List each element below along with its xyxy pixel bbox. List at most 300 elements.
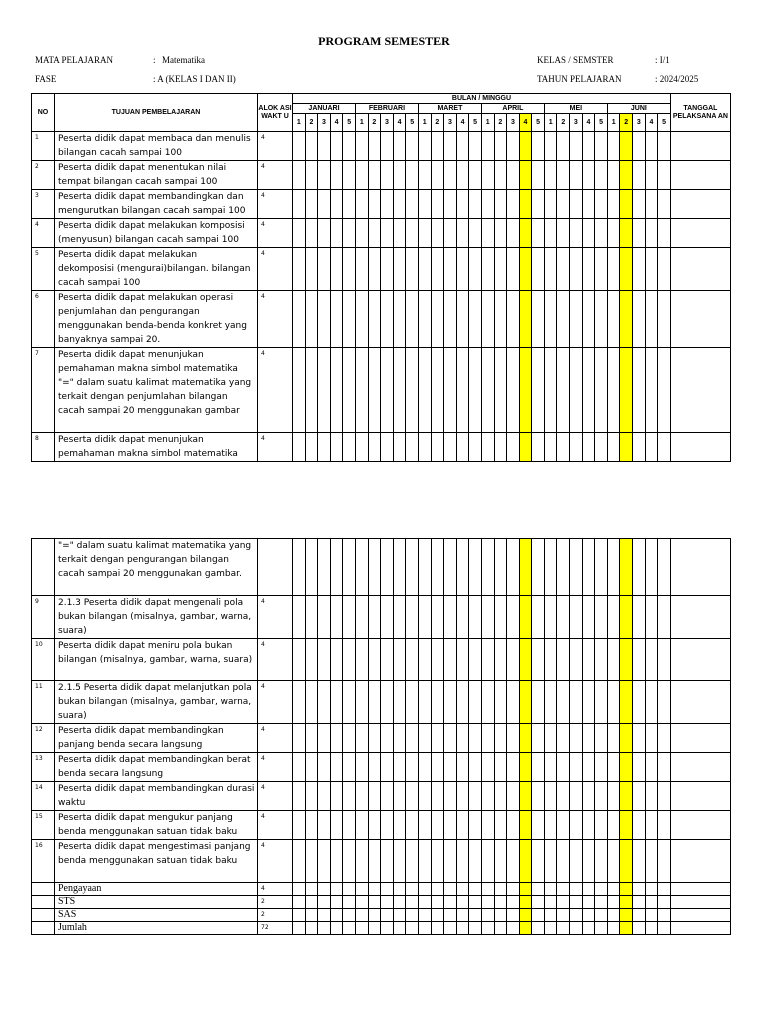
week-cell [532,896,545,909]
week-cell [507,348,520,433]
week-cell [633,922,646,935]
week-cell [393,219,406,248]
week-cell [557,782,570,811]
week-number: 5 [532,114,545,132]
week-cell [418,291,431,348]
week-cell [595,132,608,161]
week-cell [519,896,532,909]
week-cell [305,782,318,811]
week-cell [544,681,557,724]
week-cell [381,896,394,909]
week-cell [595,896,608,909]
week-cell [293,190,306,219]
week-cell [532,161,545,190]
row-number: 12 [32,724,55,753]
week-cell [595,811,608,840]
week-cell [494,539,507,596]
week-cell [620,132,633,161]
week-cell [469,811,482,840]
learning-objective: Peserta didik dapat membandingkan durasi waktu [55,782,258,811]
week-cell [620,219,633,248]
time-allocation: 4 [258,219,293,248]
time-allocation: 4 [258,596,293,639]
week-cell [418,896,431,909]
week-cell [582,811,595,840]
week-cell [507,161,520,190]
week-cell [469,753,482,782]
week-number: 1 [607,114,620,132]
week-cell [620,681,633,724]
week-number: 4 [645,114,658,132]
week-cell [507,539,520,596]
week-cell [570,433,583,462]
table-row [32,811,731,840]
tanggal-cell [670,896,730,909]
week-cell [658,219,671,248]
week-cell [381,782,394,811]
week-cell [532,753,545,782]
row-number: 4 [32,219,55,248]
week-cell [456,922,469,935]
week-cell [557,639,570,681]
week-cell [406,433,419,462]
week-number: 1 [418,114,431,132]
week-cell [620,922,633,935]
table-row [32,291,731,348]
week-cell [645,753,658,782]
week-number: 1 [481,114,494,132]
week-cell [557,896,570,909]
week-cell [544,922,557,935]
week-cell [607,219,620,248]
week-cell [469,840,482,883]
week-cell [456,161,469,190]
fase-value: : A (KELAS I DAN II) [153,74,236,84]
week-cell [293,922,306,935]
week-cell [507,922,520,935]
week-cell [607,539,620,596]
week-cell [658,348,671,433]
week-cell [293,909,306,922]
week-cell [355,190,368,219]
week-cell [570,219,583,248]
week-number: 2 [494,114,507,132]
week-cell [456,883,469,896]
week-cell [570,291,583,348]
col-tujuan-header: TUJUAN PEMBELAJARAN [55,94,258,132]
week-cell [355,219,368,248]
month-header: FEBRUARI [355,104,418,114]
week-cell [507,724,520,753]
week-cell [368,909,381,922]
row-number [32,539,55,596]
week-cell [368,161,381,190]
row-number [32,896,55,909]
learning-objective: 2.1.3 Peserta didik dapat mengenali pola bukan bilangan (misalnya, gambar, warna, suara) [55,596,258,639]
week-cell [507,219,520,248]
week-cell [494,922,507,935]
tanggal-cell [670,724,730,753]
week-cell [469,596,482,639]
week-cell [431,811,444,840]
week-cell [481,724,494,753]
week-cell [645,724,658,753]
week-cell [318,753,331,782]
time-allocation [258,539,293,596]
week-cell [355,909,368,922]
week-cell [607,922,620,935]
week-cell [532,219,545,248]
week-cell [393,724,406,753]
week-cell [444,433,457,462]
summary-row [32,883,731,896]
week-cell [381,753,394,782]
week-cell [582,190,595,219]
tanggal-cell [670,596,730,639]
week-cell [330,681,343,724]
learning-objective: Peserta didik dapat menentukan nilai tempat bilangan cacah sampai 100 [55,161,258,190]
week-cell [469,291,482,348]
summary-row [32,896,731,909]
week-cell [633,190,646,219]
week-cell [456,811,469,840]
week-cell [645,219,658,248]
week-cell [318,596,331,639]
row-number: 13 [32,753,55,782]
week-cell [607,909,620,922]
row-number: 1 [32,132,55,161]
tanggal-cell [670,248,730,291]
week-cell [444,681,457,724]
week-cell [620,596,633,639]
week-cell [658,433,671,462]
week-number: 2 [620,114,633,132]
week-cell [633,639,646,681]
week-cell [469,190,482,219]
week-cell [645,348,658,433]
week-cell [431,348,444,433]
week-cell [393,922,406,935]
week-cell [519,132,532,161]
week-cell [355,840,368,883]
week-cell [532,291,545,348]
week-cell [368,539,381,596]
week-cell [557,681,570,724]
week-cell [330,132,343,161]
week-cell [620,291,633,348]
week-cell [381,909,394,922]
week-cell [607,724,620,753]
week-cell [570,782,583,811]
week-cell [330,782,343,811]
week-cell [544,724,557,753]
week-cell [343,190,356,219]
schedule-table-page-1 [31,93,731,462]
week-cell [481,883,494,896]
week-cell [381,161,394,190]
row-number: 16 [32,840,55,883]
mapel-value: Matematika [162,55,205,65]
week-cell [494,896,507,909]
tanggal-cell [670,840,730,883]
week-cell [469,909,482,922]
week-cell [381,190,394,219]
week-number: 5 [343,114,356,132]
summary-label: STS [55,896,258,909]
week-cell [418,248,431,291]
week-cell [293,433,306,462]
week-cell [582,681,595,724]
week-cell [544,433,557,462]
learning-objective: Peserta didik dapat menunjukan pemahaman makna simbol matematika [55,433,258,462]
week-cell [456,248,469,291]
week-cell [418,219,431,248]
week-cell [481,291,494,348]
week-cell [633,896,646,909]
week-number: 2 [557,114,570,132]
week-cell [343,433,356,462]
table-row [32,190,731,219]
row-number [32,883,55,896]
week-cell [620,883,633,896]
week-cell [633,840,646,883]
week-cell [544,639,557,681]
table-row [32,639,731,681]
week-cell [507,132,520,161]
week-cell [393,811,406,840]
week-cell [343,161,356,190]
table-row [32,681,731,724]
week-cell [381,539,394,596]
week-cell [507,639,520,681]
week-cell [318,811,331,840]
week-cell [305,883,318,896]
week-cell [368,724,381,753]
week-cell [469,161,482,190]
week-cell [570,132,583,161]
week-cell [469,639,482,681]
week-cell [595,883,608,896]
week-cell [355,291,368,348]
week-cell [658,190,671,219]
time-allocation: 4 [258,811,293,840]
week-cell [544,753,557,782]
week-cell [633,219,646,248]
week-cell [494,433,507,462]
week-cell [418,639,431,681]
week-cell [494,909,507,922]
week-cell [645,132,658,161]
week-cell [633,596,646,639]
week-cell [418,433,431,462]
table-row [32,539,731,596]
week-cell [620,639,633,681]
week-cell [469,348,482,433]
week-cell [381,348,394,433]
week-cell [368,753,381,782]
week-cell [330,248,343,291]
week-cell [368,922,381,935]
week-cell [494,132,507,161]
week-cell [406,922,419,935]
week-cell [633,883,646,896]
week-cell [557,596,570,639]
week-cell [343,909,356,922]
week-cell [645,909,658,922]
week-cell [607,753,620,782]
week-cell [406,132,419,161]
week-cell [330,190,343,219]
week-cell [557,883,570,896]
week-cell [343,539,356,596]
week-cell [620,248,633,291]
week-cell [393,161,406,190]
week-cell [305,811,318,840]
week-cell [343,724,356,753]
week-cell [557,840,570,883]
week-cell [595,190,608,219]
col-tanggal-header: TANGGAL PELAKSANA AN [670,94,730,132]
week-cell [519,782,532,811]
tanggal-cell [670,190,730,219]
week-number: 4 [582,114,595,132]
week-cell [305,161,318,190]
week-cell [293,724,306,753]
week-cell [318,639,331,681]
week-cell [393,291,406,348]
week-number: 5 [595,114,608,132]
summary-row [32,922,731,935]
week-cell [607,596,620,639]
week-cell [570,811,583,840]
week-cell [368,883,381,896]
week-cell [481,219,494,248]
week-cell [381,639,394,681]
week-cell [355,753,368,782]
tanggal-cell [670,161,730,190]
week-cell [330,596,343,639]
week-cell [444,883,457,896]
week-cell [557,132,570,161]
week-cell [532,132,545,161]
row-number: 7 [32,348,55,433]
month-header: MARET [418,104,481,114]
week-cell [544,896,557,909]
week-cell [532,681,545,724]
week-cell [431,840,444,883]
week-cell [544,840,557,883]
row-number: 3 [32,190,55,219]
week-cell [418,909,431,922]
week-cell [633,753,646,782]
week-cell [293,132,306,161]
week-cell [532,840,545,883]
week-cell [494,190,507,219]
page-title: PROGRAM SEMESTER [318,34,450,48]
week-cell [406,753,419,782]
week-cell [570,753,583,782]
week-cell [595,724,608,753]
week-cell [355,681,368,724]
week-cell [355,639,368,681]
week-cell [456,909,469,922]
week-cell [293,348,306,433]
week-cell [620,190,633,219]
week-cell [532,724,545,753]
week-cell [330,840,343,883]
week-cell [519,248,532,291]
week-cell [343,348,356,433]
week-cell [658,782,671,811]
week-cell [406,248,419,291]
week-cell [645,922,658,935]
week-cell [293,681,306,724]
week-cell [305,596,318,639]
time-allocation: 4 [258,433,293,462]
week-cell [494,753,507,782]
week-cell [343,782,356,811]
week-cell [469,681,482,724]
week-cell [595,348,608,433]
week-cell [418,161,431,190]
week-cell [532,248,545,291]
week-cell [570,596,583,639]
week-cell [343,922,356,935]
week-cell [532,922,545,935]
week-cell [582,539,595,596]
week-cell [532,433,545,462]
week-cell [570,190,583,219]
week-cell [330,883,343,896]
week-cell [456,132,469,161]
week-cell [658,896,671,909]
week-cell [519,219,532,248]
week-cell [607,639,620,681]
week-cell [456,291,469,348]
week-cell [418,539,431,596]
week-cell [381,291,394,348]
week-cell [355,539,368,596]
week-cell [418,922,431,935]
row-number: 8 [32,433,55,462]
week-number: 3 [570,114,583,132]
week-cell [431,753,444,782]
learning-objective: Peserta didik dapat melakukan dekomposisi (mengurai)bilangan. bilangan cacah sampai 100 [55,248,258,291]
week-cell [645,539,658,596]
week-cell [570,248,583,291]
week-cell [293,896,306,909]
week-cell [607,681,620,724]
week-cell [645,291,658,348]
week-cell [582,639,595,681]
week-cell [507,753,520,782]
week-cell [293,753,306,782]
learning-objective: Peserta didik dapat melakukan komposisi (menyusun) bilangan cacah sampai 100 [55,219,258,248]
week-cell [658,922,671,935]
row-number: 6 [32,291,55,348]
week-cell [406,896,419,909]
tanggal-cell [670,348,730,433]
week-cell [532,190,545,219]
week-cell [469,132,482,161]
week-cell [469,539,482,596]
week-cell [544,161,557,190]
week-cell [318,896,331,909]
week-cell [507,291,520,348]
week-number: 1 [293,114,306,132]
week-cell [444,291,457,348]
time-allocation: 4 [258,190,293,219]
